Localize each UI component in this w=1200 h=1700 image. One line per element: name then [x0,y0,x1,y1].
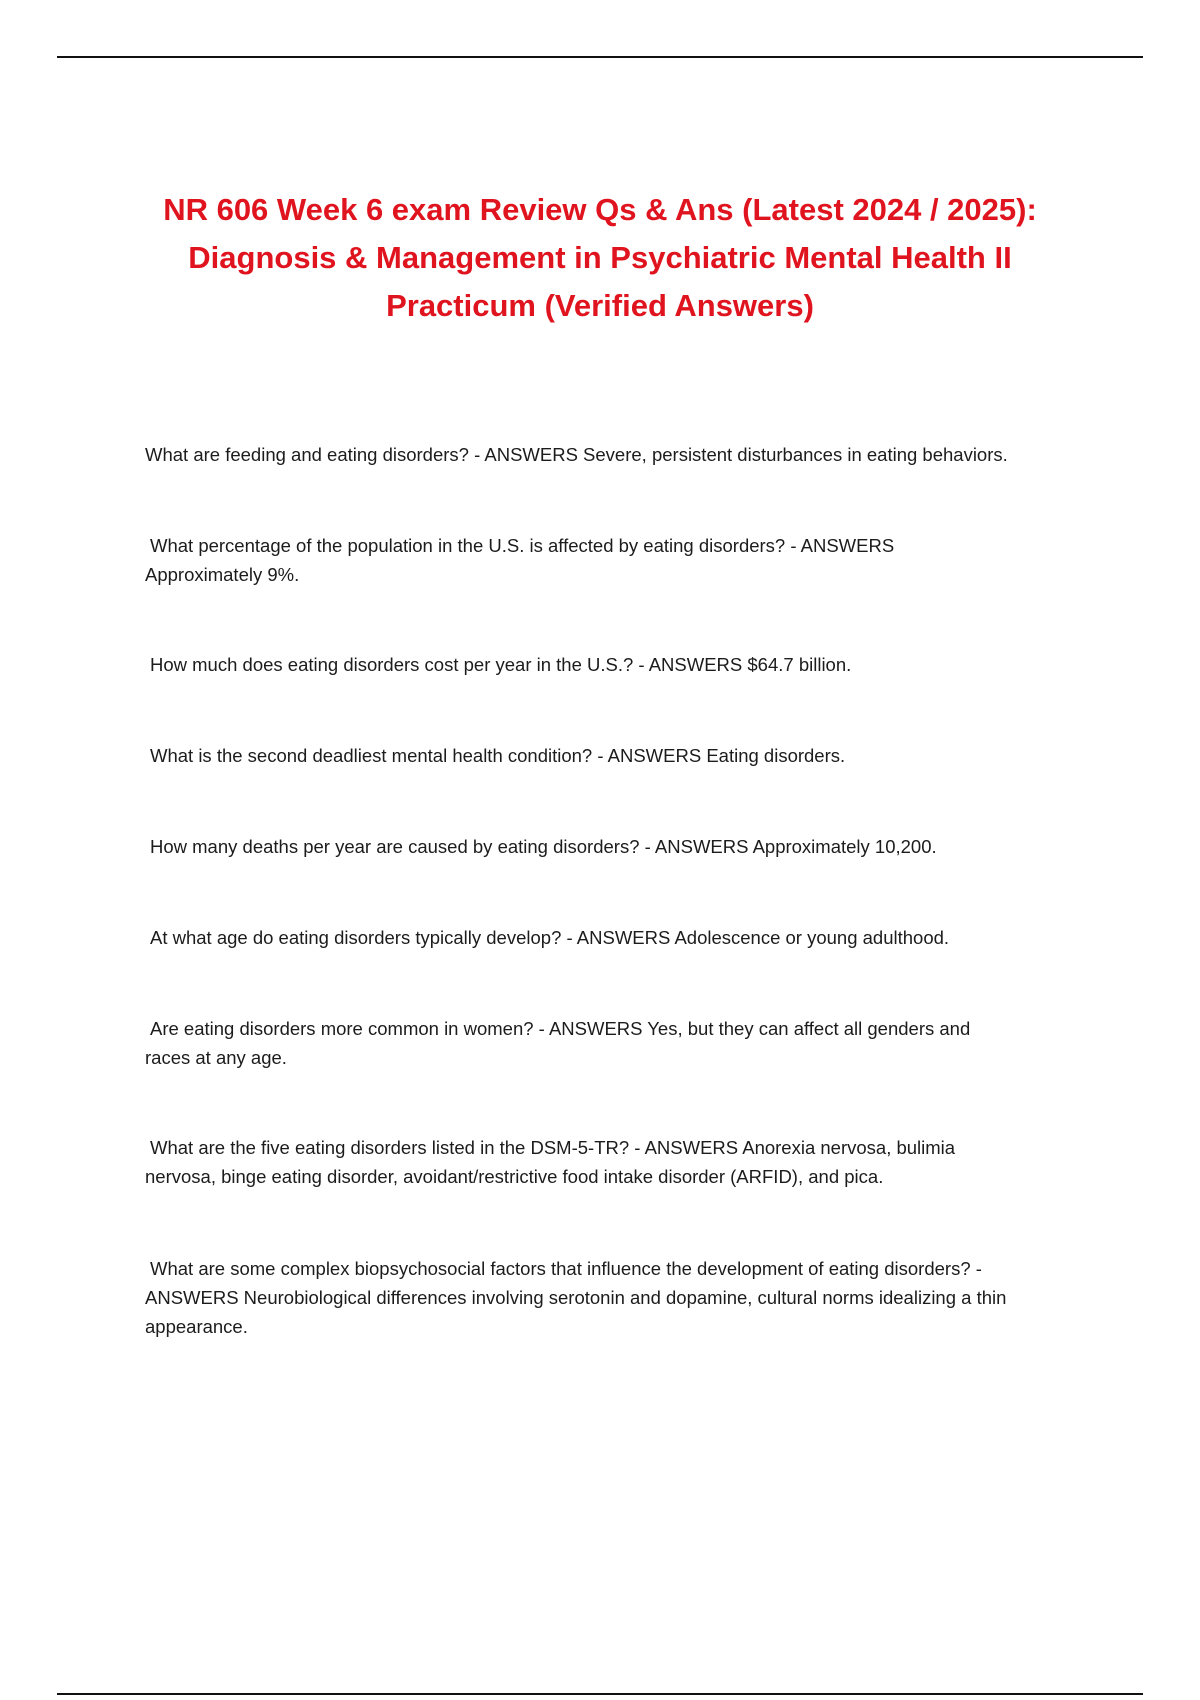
qa-item-2 [145,531,1095,589]
qa-item-3 [145,650,1095,679]
qa-item-7-line-1: Are eating disorders more common in women? - ANSWERS Yes, but they can affect all genders and [150,1018,971,1039]
qa-item-7-line-2: races at any age. [145,1047,287,1068]
qa-item-7 [145,1014,1095,1072]
qa-item-9-line-3: appearance. [145,1316,248,1337]
qa-item-5-line-1: How many deaths per year are caused by eating disorders? - ANSWERS Approximately 10,200. [150,836,937,857]
qa-item-5 [145,832,1095,861]
qa-item-6 [145,923,1095,952]
qa-item-8-line-1: What are the five eating disorders listed in the DSM-5-TR? - ANSWERS Anorexia nervosa, bulimia [150,1137,956,1158]
bottom-rule [57,1693,1143,1695]
qa-item-4 [145,741,1095,770]
qa-item-9-line-2: ANSWERS Neurobiological differences involving serotonin and dopamine, cultural norms idealizing a thin [145,1287,1007,1308]
title-line-3: Practicum (Verified Answers) [386,288,814,323]
qa-item-2-line-2: Approximately 9%. [145,564,300,585]
qa-item-9 [145,1254,1095,1341]
qa-item-8-line-2: nervosa, binge eating disorder, avoidant/restrictive food intake disorder (ARFID), and pica. [145,1166,884,1187]
title-line-1: NR 606 Week 6 exam Review Qs & Ans (Latest 2024 / 2025): [163,192,1037,227]
qa-item-8 [145,1133,1095,1191]
qa-item-9-line-1: What are some complex biopsychosocial factors that influence the development of eating disorders? - [150,1258,982,1279]
qa-item-1-line-1: What are feeding and eating disorders? - ANSWERS Severe, persistent disturbances in eating behaviors. [145,444,1008,465]
qa-item-1 [145,440,1095,469]
qa-item-2-line-1: What percentage of the population in the U.S. is affected by eating disorders? - ANSWERS [150,535,895,556]
title-line-2: Diagnosis & Management in Psychiatric Mental Health II [188,240,1012,275]
qa-item-6-line-1: At what age do eating disorders typically develop? - ANSWERS Adolescence or young adulthood. [150,927,950,948]
qa-item-4-line-1: What is the second deadliest mental health condition? - ANSWERS Eating disorders. [150,745,846,766]
qa-item-3-line-1: How much does eating disorders cost per year in the U.S.? - ANSWERS $64.7 billion. [150,654,852,675]
